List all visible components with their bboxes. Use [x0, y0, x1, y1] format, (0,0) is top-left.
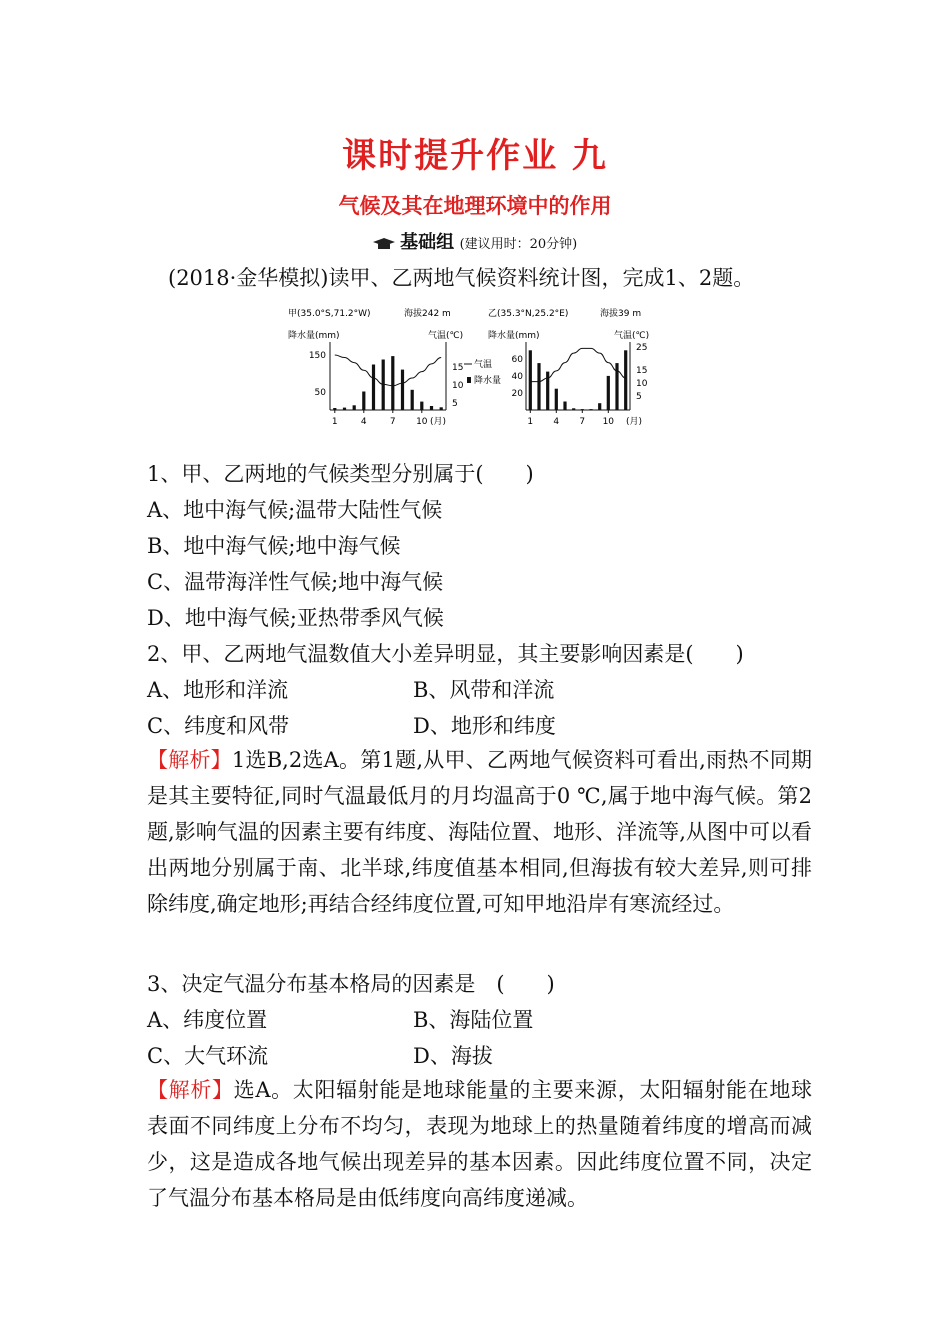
chart2-xtick-1: 1: [527, 417, 534, 427]
q3-option-d: D、海拔: [413, 1044, 493, 1068]
chart1-xtick-4: 4: [360, 417, 367, 427]
page-subtitle: 气候及其在地理环境中的作用: [338, 193, 612, 218]
graduation-cap-icon: [373, 238, 395, 250]
analysis-2-text: 选A。太阳辐射能是地球能量的主要来源，太阳辐射能在地球表面不同纬度上分布不均匀，表现为地球上的热量随着纬度的增高而减少，这是造成各地气候出现差异的基本因素。因此纬度位置不同，决定了气温分布基本格局是由低纬度向高纬度递减。: [147, 1078, 813, 1210]
chart1-xtick-10: 10: [416, 417, 428, 427]
intro-text: (2018·金华模拟)读甲、乙两地气候资料统计图，完成1、2题。: [168, 266, 755, 290]
chart2-xtick-10: 10: [602, 417, 615, 427]
chart2-rtick-5: 5: [636, 392, 642, 402]
analysis-1-text: 1选B,2选A。第1题,从甲、乙两地气候资料可看出,雨热不同期是其主要特征,同时气温最低月的月均温高于0 ℃,属于地中海气候。第2题,影响气温的因素主要有纬度、海陆位置、地形、洋流等,从图中可以看出两地分别属于南、北半球,纬度值基本相同,但海拔有较大差异,则可排除纬度,确定地形;再结合经纬度位置,可知甲地沿岸有寒流经过。: [147, 748, 812, 916]
legend-precip-swatch: [467, 377, 471, 383]
chart1-precip-bar-8: [401, 370, 404, 410]
chart2-rtick-10: 10: [636, 379, 648, 389]
chart2-rtick-25: 25: [636, 343, 648, 353]
chart2-elevation: 海拔39 m: [600, 309, 642, 319]
q3-option-c: C、大气环流: [147, 1044, 269, 1068]
chart2-title: 乙(35.3°N,25.2°E): [488, 309, 569, 319]
chart2-xtick-7: 7: [579, 417, 586, 427]
chart2-rtick-15: 15: [636, 366, 648, 376]
chart1-ylabel-right: 气温(℃): [428, 331, 464, 341]
legend-precip: 降水量: [474, 376, 502, 386]
page-title: 课时提升作业 九: [342, 136, 608, 176]
chart1-precip-bar-7: [391, 356, 394, 410]
climate-charts-svg: [282, 304, 662, 428]
q1-option-d: D、地中海气候;亚热带季风气候: [147, 606, 444, 630]
chart2-precip-bar-12: [624, 350, 627, 410]
analysis-1-tag: 【解析】: [147, 748, 232, 772]
chart2-xunit: (月): [626, 417, 643, 427]
chart1-xtick-1: 1: [331, 417, 338, 427]
chart1-plot: [330, 342, 446, 413]
chart1-rtick-5: 5: [452, 399, 458, 409]
analysis-2-tag: 【解析】: [147, 1078, 234, 1102]
chart1-precip-bar-9: [411, 390, 414, 410]
chart2-precip-bar-10: [607, 376, 610, 410]
chart2-precip-bar-1: [529, 350, 532, 410]
chart1-ylabel-left: 降水量(mm): [288, 331, 340, 341]
q2-option-c: C、纬度和风带: [147, 714, 290, 738]
chart2-precip-bar-8: [589, 409, 592, 410]
group-name: 基础组: [400, 232, 455, 253]
chart2-precip-bar-4: [555, 389, 558, 410]
chart2-ltick-40: 40: [511, 372, 523, 382]
q1-option-c: C、温带海洋性气候;地中海气候: [147, 570, 444, 594]
q3-stem: 3、决定气温分布基本格局的因素是 ( ): [147, 972, 555, 996]
chart2-ylabel-left: 降水量(mm): [488, 331, 540, 341]
chart2-precip-bar-2: [537, 363, 540, 410]
climate-charts: [282, 304, 662, 428]
chart1-precip-bar-2: [343, 408, 346, 410]
chart1-rtick-10: 10: [452, 381, 464, 391]
chart1-ltick-150: 150: [308, 351, 326, 361]
chart2-precip-bar-5: [563, 402, 566, 411]
group-header: [0, 228, 950, 254]
q2-stem: 2、甲、乙两地气温数值大小差异明显，其主要影响因素是( ): [147, 642, 744, 666]
q2-option-b: B、风带和洋流: [413, 678, 555, 702]
q2-option-d: D、地形和纬度: [413, 714, 556, 738]
q1-stem: 1、甲、乙两地的气候类型分别属于( ): [147, 462, 534, 486]
q2-option-a: A、地形和洋流: [147, 678, 289, 702]
chart2-precip-bar-9: [598, 403, 601, 410]
chart1-precip-bar-5: [372, 365, 375, 411]
q1-option-a: A、地中海气候;温带大陆性气候: [147, 498, 443, 522]
chart1-precip-bar-3: [353, 405, 356, 410]
chart1-precip-bar-4: [362, 392, 365, 411]
chart2-ltick-60: 60: [511, 355, 523, 365]
analysis-1: [147, 742, 812, 922]
chart1-xtick-7: 7: [389, 417, 396, 427]
group-time: (建议用时：20分钟): [459, 237, 578, 252]
chart1-precip-bar-1: [333, 408, 336, 410]
analysis-2: [147, 1072, 812, 1216]
chart2-temperature-line: [530, 348, 625, 381]
q3-option-a: A、纬度位置: [147, 1008, 268, 1032]
q3-option-b: B、海陆位置: [413, 1008, 534, 1032]
chart1-ltick-50: 50: [314, 388, 326, 398]
chart1-precip-bar-12: [440, 407, 443, 410]
chart2-ylabel-right: 气温(℃): [614, 331, 650, 341]
chart1-precip-bar-10: [420, 402, 423, 410]
chart1-xunit: (月): [430, 417, 447, 427]
legend-temp: 气温: [474, 360, 493, 370]
chart1-temperature-line: [335, 355, 441, 386]
chart2-precip-bar-7: [581, 409, 584, 410]
chart1-rtick-15: 15: [452, 363, 464, 373]
chart2-plot: [526, 342, 630, 413]
chart2-xtick-4: 4: [553, 417, 560, 427]
chart2-ltick-20: 20: [511, 389, 523, 399]
chart1-title: 甲(35.0°S,71.2°W): [288, 309, 371, 319]
chart1-elevation: 海拔242 m: [404, 309, 451, 319]
chart1-precip-bar-11: [430, 406, 433, 410]
q1-option-b: B、地中海气候;地中海气候: [147, 534, 401, 558]
chart2-precip-bar-6: [572, 408, 575, 410]
